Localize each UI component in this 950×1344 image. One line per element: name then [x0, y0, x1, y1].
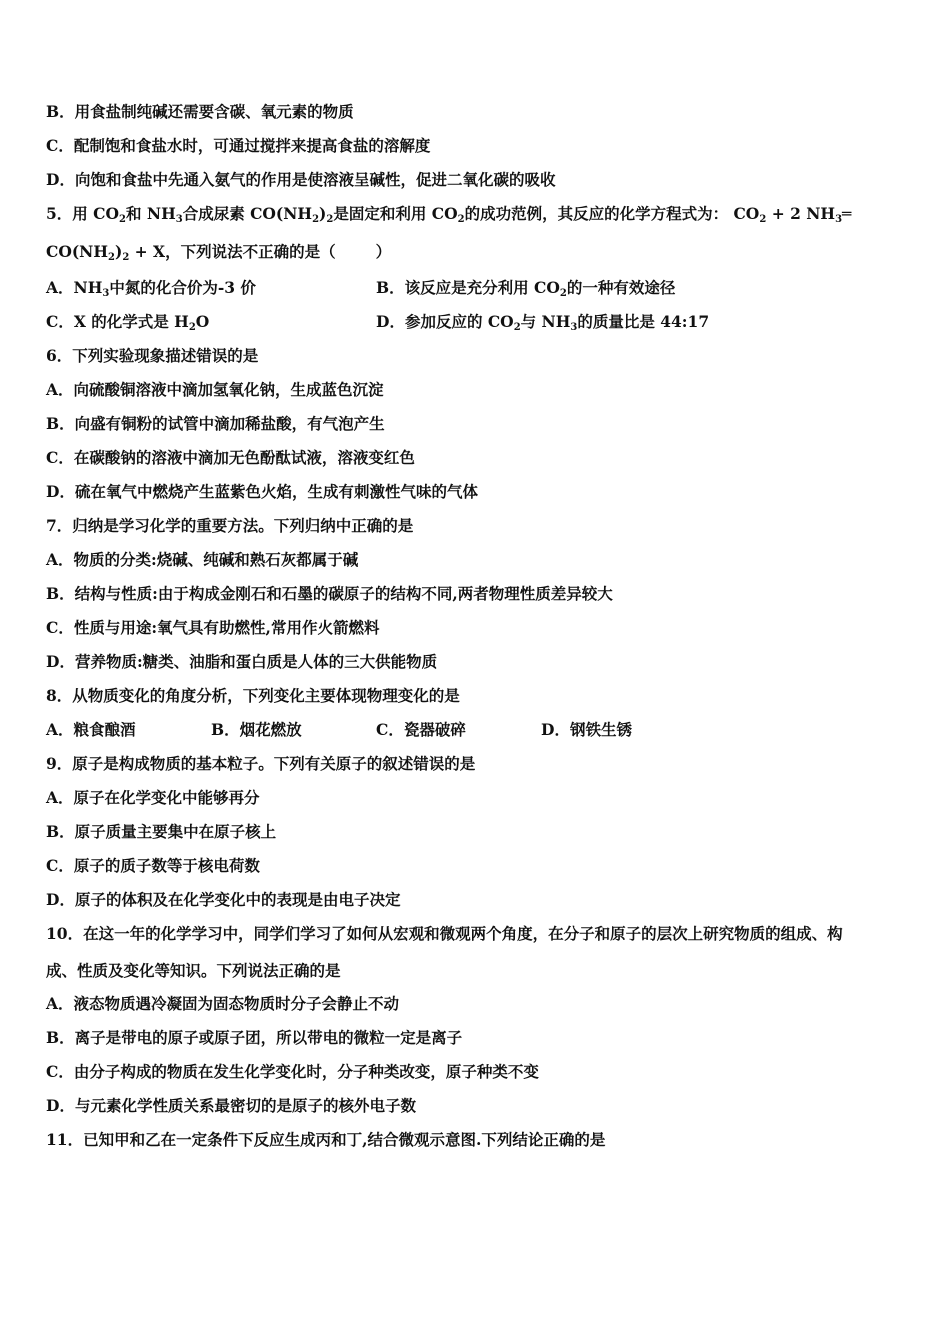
q5-stem-part: 的成功范例，其反应的化学方程式为： CO	[464, 204, 760, 223]
q5-option-b-text: B．该反应是充分利用 CO	[376, 278, 560, 297]
q5-option-d	[376, 312, 709, 332]
q5-stem-part: 合成尿素 CO(NH	[182, 204, 313, 223]
subscript: 3	[175, 214, 183, 225]
q5-stem-part: 5．用 CO	[46, 204, 120, 223]
q8-stem: 8．从物质变化的角度分析，下列变化主要体现物理变化的是	[46, 686, 460, 705]
subscript: 2	[559, 288, 567, 299]
q5-stem-part: ═	[842, 204, 852, 223]
q6-option-d: D．硫在氧气中燃烧产生蓝紫色火焰，生成有刺激性气味的气体	[46, 482, 478, 501]
q5-option-d-text: D．参加反应的 CO	[376, 312, 514, 331]
q5-stem-line1	[46, 204, 851, 224]
q4-option-c: C．配制饱和食盐水时，可通过搅拌来提高食盐的溶解度	[46, 136, 431, 155]
subscript: 2	[188, 322, 196, 333]
q6-option-c: C．在碳酸钠的溶液中滴加无色酚酞试液，溶液变红色	[46, 448, 415, 467]
q5-stem-line2	[46, 242, 391, 262]
q5-option-c	[46, 312, 209, 332]
q7-option-a: A．物质的分类:烧碱、纯碱和熟石灰都属于碱	[46, 550, 359, 569]
q5-stem-part: + X，下列说法不正确的是（	[129, 242, 336, 261]
q4-option-b: B．用食盐制纯碱还需要含碳、氧元素的物质	[46, 102, 354, 121]
subscript: 3	[835, 214, 843, 225]
q10-option-d: D．与元素化学性质关系最密切的是原子的核外电子数	[46, 1096, 416, 1115]
q8-option-d: D．钢铁生锈	[541, 720, 632, 739]
q5-stem-part: 是固定和利用 CO	[333, 204, 458, 223]
q5-stem-part: 和 NH	[126, 204, 176, 223]
subscript: 3	[102, 288, 110, 299]
subscript: 3	[570, 322, 578, 333]
q4-option-d: D．向饱和食盐中先通入氨气的作用是使溶液呈碱性，促进二氧化碳的吸收	[46, 170, 556, 189]
q5-option-c-text: C．X 的化学式是 H	[46, 312, 189, 331]
subscript: 2	[513, 322, 521, 333]
q7-option-c: C．性质与用途:氧气具有助燃性,常用作火箭燃料	[46, 618, 380, 637]
q9-option-a: A．原子在化学变化中能够再分	[46, 788, 260, 807]
q10-option-b: B．离子是带电的原子或原子团，所以带电的微粒一定是离子	[46, 1028, 463, 1047]
q5-option-b-text: 的一种有效途径	[566, 278, 676, 297]
q5-option-a-text: A．NH	[46, 278, 103, 297]
q10-option-c: C．由分子构成的物质在发生化学变化时，分子种类改变，原子种类不变	[46, 1062, 539, 1081]
q5-option-b	[376, 278, 675, 298]
q5-option-a	[46, 278, 256, 298]
q11-stem: 11．已知甲和乙在一定条件下反应生成丙和丁,结合微观示意图.下列结论正确的是	[46, 1130, 606, 1149]
q6-option-b: B．向盛有铜粉的试管中滴加稀盐酸，有气泡产生	[46, 414, 385, 433]
subscript: 2	[108, 252, 115, 263]
q5-option-c-text: O	[195, 312, 210, 331]
q10-option-a: A．液态物质遇冷凝固为固态物质时分子会静止不动	[46, 994, 400, 1013]
q5-option-a-text: 中氮的化合价为-3 价	[109, 278, 256, 297]
q5-option-d-text: 与 NH	[520, 312, 571, 331]
q8-option-b: B．烟花燃放	[211, 720, 302, 739]
q5-stem-part: )	[319, 204, 327, 223]
q9-stem: 9．原子是构成物质的基本粒子。下列有关原子的叙述错误的是	[46, 754, 476, 773]
q7-option-b: B．结构与性质:由于构成金刚石和石墨的碳原子的结构不同,两者物理性质差异较大	[46, 584, 613, 603]
subscript: 2	[457, 214, 465, 225]
q7-option-d: D．营养物质:糖类、油脂和蛋白质是人体的三大供能物质	[46, 652, 438, 671]
subscript: 2	[122, 252, 130, 263]
q10-stem-line2: 成、性质及变化等知识。下列说法正确的是	[46, 961, 341, 980]
subscript: 2	[119, 214, 126, 225]
subscript: 2	[312, 214, 320, 225]
q5-stem-part: ）	[375, 242, 392, 261]
q7-stem: 7．归纳是学习化学的重要方法。下列归纳中正确的是	[46, 516, 414, 535]
q5-option-d-text: 的质量比是 44:17	[577, 312, 710, 331]
q8-option-a: A．粮食酿酒	[46, 720, 136, 739]
q8-option-c: C．瓷器破碎	[376, 720, 466, 739]
q9-option-b: B．原子质量主要集中在原子核上	[46, 822, 277, 841]
q9-option-c: C．原子的质子数等于核电荷数	[46, 856, 260, 875]
q5-stem-part: + 2 NH	[766, 204, 836, 223]
subscript: 2	[759, 214, 767, 225]
q10-stem-line1: 10．在这一年的化学学习中，同学们学习了如何从宏观和微观两个角度，在分子和原子的层次上研究物质的组成、构	[46, 924, 843, 943]
subscript: 2	[326, 214, 334, 225]
q6-stem: 6．下列实验现象描述错误的是	[46, 346, 259, 365]
q6-option-a: A．向硫酸铜溶液中滴加氢氧化钠，生成蓝色沉淀	[46, 380, 384, 399]
q5-stem-part: CO(NH	[46, 242, 108, 261]
q9-option-d: D．原子的体积及在化学变化中的表现是由电子决定	[46, 890, 401, 909]
q5-stem-part: )	[114, 242, 123, 261]
